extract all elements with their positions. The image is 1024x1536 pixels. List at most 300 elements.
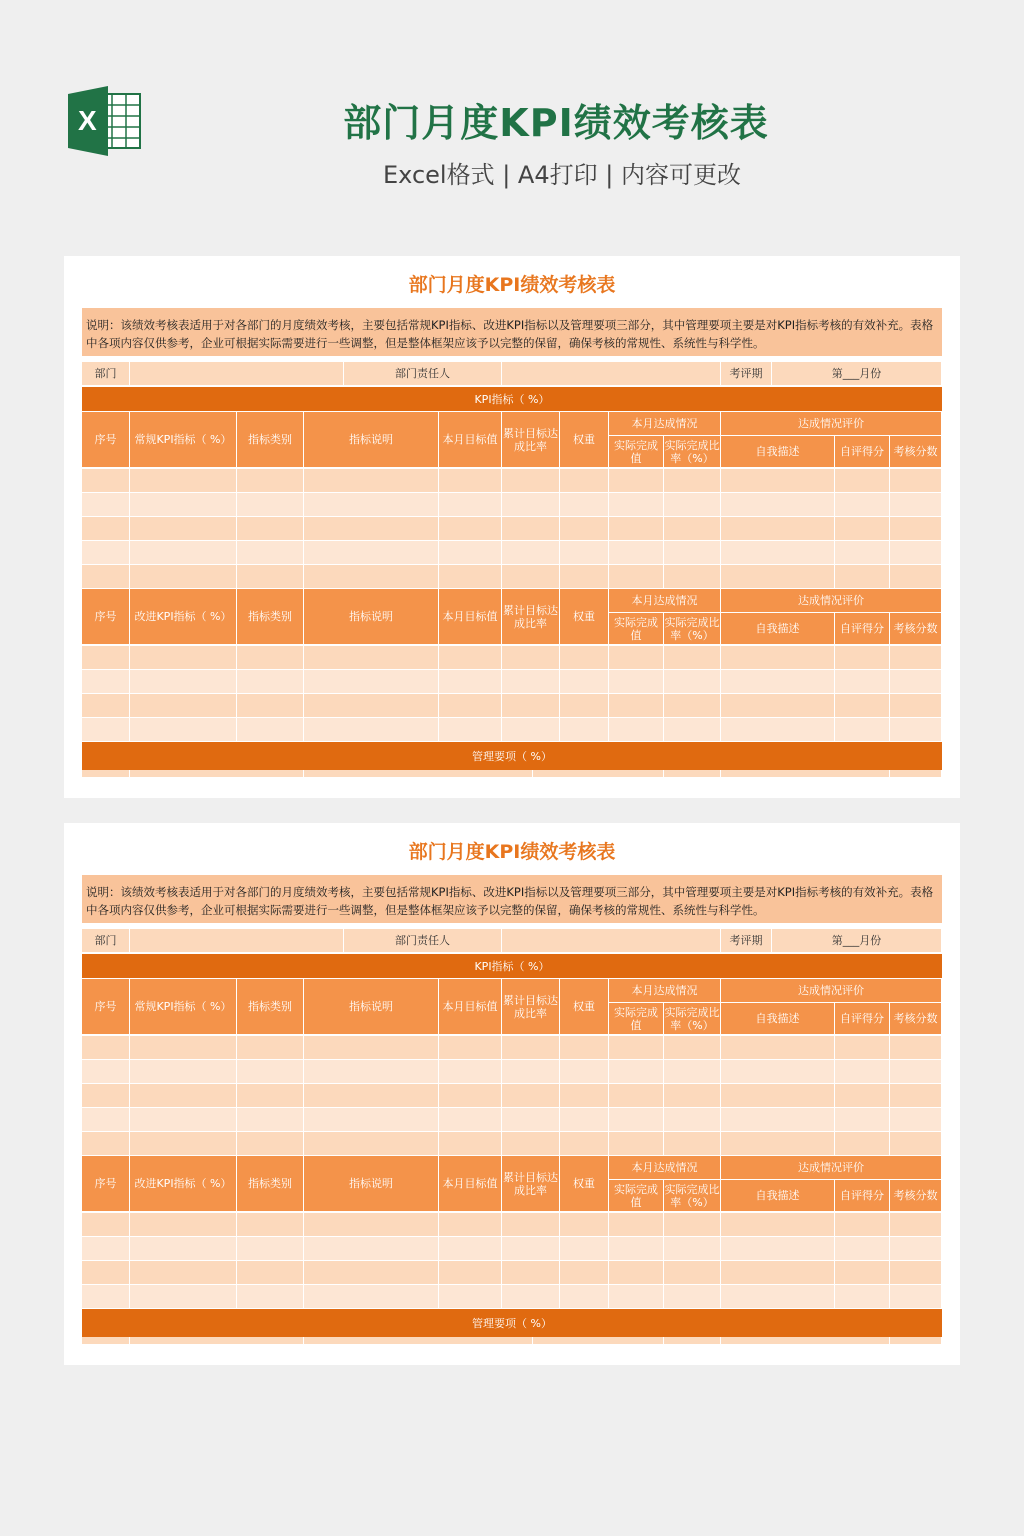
table-cell[interactable] xyxy=(130,565,237,589)
table-cell[interactable] xyxy=(890,541,942,565)
table-cell[interactable] xyxy=(130,1108,237,1132)
col-cumulative: 累计目标达成比率 xyxy=(502,589,560,645)
table-cell[interactable] xyxy=(721,1084,835,1108)
table-cell[interactable] xyxy=(502,1261,560,1285)
table-cell[interactable] xyxy=(237,1213,304,1237)
table-cell[interactable] xyxy=(502,541,560,565)
table-cell[interactable] xyxy=(609,694,664,718)
month-field: 第___月份 xyxy=(772,929,942,953)
table-cell[interactable] xyxy=(130,1084,237,1108)
table-cell[interactable] xyxy=(237,1132,304,1156)
table-cell[interactable] xyxy=(560,565,609,589)
table-cell[interactable] xyxy=(890,1261,942,1285)
table-cell[interactable] xyxy=(609,1132,664,1156)
table-cell[interactable] xyxy=(439,565,502,589)
table-cell[interactable] xyxy=(835,1036,890,1060)
table-row xyxy=(82,1132,942,1156)
table-cell[interactable] xyxy=(835,1237,890,1261)
table-cell[interactable] xyxy=(502,1036,560,1060)
table-cell[interactable] xyxy=(502,718,560,742)
table-cell[interactable] xyxy=(664,1132,721,1156)
table-cell[interactable] xyxy=(439,670,502,694)
table-cell[interactable] xyxy=(502,1237,560,1261)
table-cell[interactable] xyxy=(130,1285,237,1309)
col-seq: 序号 xyxy=(82,412,130,468)
table-cell[interactable] xyxy=(304,469,439,493)
owner-value[interactable] xyxy=(502,362,721,386)
table-cell[interactable] xyxy=(890,694,942,718)
table-cell[interactable] xyxy=(835,1213,890,1237)
table-cell[interactable] xyxy=(835,469,890,493)
sheet-title: 部门月度KPI绩效考核表 xyxy=(408,841,616,863)
mgmt-bar xyxy=(82,1309,942,1337)
col-actual-rate: 实际完成比率（%） xyxy=(664,1180,721,1212)
table-cell[interactable] xyxy=(82,1084,130,1108)
dept-label: 部门 xyxy=(82,362,130,386)
table-cell[interactable] xyxy=(835,541,890,565)
table-cell[interactable] xyxy=(560,1060,609,1084)
table-cell[interactable] xyxy=(439,718,502,742)
table-row xyxy=(82,469,942,493)
table-cell[interactable] xyxy=(560,1132,609,1156)
table-cell[interactable] xyxy=(304,646,439,670)
col-actual-value: 实际完成值 xyxy=(609,1003,664,1035)
col-cumulative: 累计目标达成比率 xyxy=(502,979,560,1035)
table-cell[interactable] xyxy=(82,718,130,742)
table-cell[interactable] xyxy=(237,1036,304,1060)
table-cell[interactable] xyxy=(237,1060,304,1084)
owner-label: 部门责任人 xyxy=(344,929,502,953)
table-cell[interactable] xyxy=(835,565,890,589)
table-cell[interactable] xyxy=(502,565,560,589)
table-cell[interactable] xyxy=(664,670,721,694)
table-header xyxy=(82,1156,942,1212)
table-cell[interactable] xyxy=(439,1213,502,1237)
table-cell[interactable] xyxy=(130,1132,237,1156)
col-self-desc: 自我描述 xyxy=(721,1180,835,1212)
table-cell[interactable] xyxy=(664,565,721,589)
table-cell[interactable] xyxy=(237,1261,304,1285)
table-cell xyxy=(890,770,942,778)
table-cell[interactable] xyxy=(560,493,609,517)
table-cell[interactable] xyxy=(439,1036,502,1060)
table-cell[interactable] xyxy=(304,493,439,517)
col-self-score: 自评得分 xyxy=(835,1180,890,1212)
col-check-score: 考核分数 xyxy=(890,1003,942,1035)
table-cell[interactable] xyxy=(560,541,609,565)
table-row xyxy=(82,541,942,565)
table-row xyxy=(82,1237,942,1261)
table-cell[interactable] xyxy=(502,670,560,694)
table-cell[interactable] xyxy=(609,541,664,565)
col-self-desc: 自我描述 xyxy=(721,436,835,468)
col-category: 指标类别 xyxy=(237,589,304,645)
table-cell[interactable] xyxy=(835,670,890,694)
table-cell[interactable] xyxy=(130,517,237,541)
table-cell[interactable] xyxy=(721,646,835,670)
table-cell[interactable] xyxy=(560,1285,609,1309)
table-cell[interactable] xyxy=(304,1261,439,1285)
table-cell[interactable] xyxy=(502,517,560,541)
table-cell[interactable] xyxy=(502,1060,560,1084)
col-check-score: 考核分数 xyxy=(890,1180,942,1212)
table-cell[interactable] xyxy=(721,541,835,565)
table-cell[interactable] xyxy=(130,694,237,718)
table-cell[interactable] xyxy=(560,517,609,541)
table-cell[interactable] xyxy=(835,1261,890,1285)
table-cell[interactable] xyxy=(890,1285,942,1309)
owner-label: 部门责任人 xyxy=(344,362,502,386)
table-cell[interactable] xyxy=(82,469,130,493)
table-cell[interactable] xyxy=(890,565,942,589)
table-cell[interactable] xyxy=(439,1237,502,1261)
table-cell[interactable] xyxy=(304,1108,439,1132)
table-cell[interactable] xyxy=(721,670,835,694)
table-cell[interactable] xyxy=(721,1036,835,1060)
col-indicator: 改进KPI指标（ %） xyxy=(130,589,237,645)
table-cell[interactable] xyxy=(237,1084,304,1108)
table-cell[interactable] xyxy=(439,1060,502,1084)
table-cell[interactable] xyxy=(130,1237,237,1261)
table-cell[interactable] xyxy=(560,1084,609,1108)
table-cell[interactable] xyxy=(890,1084,942,1108)
table-cell[interactable] xyxy=(439,1285,502,1309)
table-cell[interactable] xyxy=(439,469,502,493)
table-cell[interactable] xyxy=(609,1084,664,1108)
table-cell[interactable] xyxy=(82,493,130,517)
table-cell[interactable] xyxy=(439,541,502,565)
table-row xyxy=(82,565,942,589)
table-cell[interactable] xyxy=(304,1036,439,1060)
table-cell[interactable] xyxy=(890,517,942,541)
table-cell[interactable] xyxy=(82,1237,130,1261)
table-cell[interactable] xyxy=(237,517,304,541)
table-cell[interactable] xyxy=(721,1213,835,1237)
table-cell xyxy=(82,1337,130,1345)
table-cell[interactable] xyxy=(664,493,721,517)
table-cell[interactable] xyxy=(560,1213,609,1237)
table-cell[interactable] xyxy=(664,1108,721,1132)
table-cell[interactable] xyxy=(664,1285,721,1309)
table-cell[interactable] xyxy=(609,1261,664,1285)
table-cell[interactable] xyxy=(502,1213,560,1237)
table-cell[interactable] xyxy=(502,1084,560,1108)
table-cell[interactable] xyxy=(609,1237,664,1261)
table-cell[interactable] xyxy=(664,1237,721,1261)
table-cell[interactable] xyxy=(890,1060,942,1084)
table-cell[interactable] xyxy=(890,1213,942,1237)
table-cell[interactable] xyxy=(439,694,502,718)
table-cell[interactable] xyxy=(664,694,721,718)
table-cell[interactable] xyxy=(502,646,560,670)
table-cell[interactable] xyxy=(664,646,721,670)
table-cell[interactable] xyxy=(439,1084,502,1108)
col-actual-value: 实际完成值 xyxy=(609,436,664,468)
table-cell[interactable] xyxy=(835,493,890,517)
table-cell[interactable] xyxy=(304,1213,439,1237)
table-cell[interactable] xyxy=(721,694,835,718)
table-cell[interactable] xyxy=(304,1060,439,1084)
table-cell xyxy=(533,1337,664,1345)
dept-value[interactable] xyxy=(130,929,344,953)
table-row xyxy=(82,1060,942,1084)
table-cell[interactable] xyxy=(82,694,130,718)
table-header xyxy=(82,589,942,645)
table-cell[interactable] xyxy=(130,718,237,742)
col-indicator: 改进KPI指标（ %） xyxy=(130,1156,237,1212)
col-month-status: 本月达成情况 xyxy=(609,1156,721,1180)
table-cell[interactable] xyxy=(609,517,664,541)
table-cell[interactable] xyxy=(82,670,130,694)
page-title: 部门月度KPI绩效考核表 xyxy=(343,101,769,145)
month-field: 第___月份 xyxy=(772,362,942,386)
sheet-title: 部门月度KPI绩效考核表 xyxy=(408,274,616,296)
table-cell[interactable] xyxy=(835,646,890,670)
table-cell[interactable] xyxy=(664,1036,721,1060)
table-cell[interactable] xyxy=(835,1285,890,1309)
table-cell[interactable] xyxy=(304,1285,439,1309)
table-cell[interactable] xyxy=(237,541,304,565)
col-actual-rate: 实际完成比率（%） xyxy=(664,436,721,468)
table-row xyxy=(82,670,942,694)
table-cell[interactable] xyxy=(439,1132,502,1156)
dept-label: 部门 xyxy=(82,929,130,953)
col-weight: 权重 xyxy=(560,1156,609,1212)
table-cell[interactable] xyxy=(304,541,439,565)
table-cell[interactable] xyxy=(609,493,664,517)
dept-value[interactable] xyxy=(130,362,344,386)
table-row xyxy=(82,1036,942,1060)
col-category: 指标类别 xyxy=(237,1156,304,1212)
col-weight: 权重 xyxy=(560,589,609,645)
col-weight: 权重 xyxy=(560,979,609,1035)
table-cell[interactable] xyxy=(721,1237,835,1261)
table-cell[interactable] xyxy=(721,565,835,589)
table-cell[interactable] xyxy=(130,469,237,493)
owner-value[interactable] xyxy=(502,929,721,953)
table-cell[interactable] xyxy=(82,1132,130,1156)
table-cell[interactable] xyxy=(609,1060,664,1084)
table-cell[interactable] xyxy=(835,1108,890,1132)
table-cell[interactable] xyxy=(130,670,237,694)
table-cell[interactable] xyxy=(664,541,721,565)
period-label: 考评期 xyxy=(721,362,772,386)
table-cell[interactable] xyxy=(890,1108,942,1132)
table-cell[interactable] xyxy=(890,469,942,493)
col-actual-value: 实际完成值 xyxy=(609,613,664,645)
table-cell[interactable] xyxy=(609,1036,664,1060)
table-cell[interactable] xyxy=(560,718,609,742)
table-cell xyxy=(721,1337,890,1345)
table-cell[interactable] xyxy=(82,565,130,589)
table-cell[interactable] xyxy=(237,670,304,694)
table-cell[interactable] xyxy=(502,469,560,493)
table-cell[interactable] xyxy=(721,1285,835,1309)
table-cell[interactable] xyxy=(82,1036,130,1060)
table-cell[interactable] xyxy=(664,1213,721,1237)
table-cell[interactable] xyxy=(835,1132,890,1156)
table-cell[interactable] xyxy=(439,493,502,517)
table-cell[interactable] xyxy=(304,517,439,541)
table-cell[interactable] xyxy=(560,1108,609,1132)
table-cell[interactable] xyxy=(439,517,502,541)
table-cell[interactable] xyxy=(82,1060,130,1084)
table-cell[interactable] xyxy=(560,469,609,493)
table-cell[interactable] xyxy=(237,493,304,517)
table-row xyxy=(82,646,942,670)
info-row xyxy=(82,362,942,386)
table-cell[interactable] xyxy=(721,1132,835,1156)
table-cell[interactable] xyxy=(664,517,721,541)
col-self-score: 自评得分 xyxy=(835,1003,890,1035)
table-cell[interactable] xyxy=(304,565,439,589)
table-cell[interactable] xyxy=(130,493,237,517)
table-cell[interactable] xyxy=(82,517,130,541)
col-evaluation: 达成情况评价 xyxy=(721,412,942,436)
table-cell[interactable] xyxy=(439,1108,502,1132)
table-cell[interactable] xyxy=(304,1237,439,1261)
table-cell[interactable] xyxy=(609,670,664,694)
table-cell[interactable] xyxy=(721,1108,835,1132)
table-cell[interactable] xyxy=(664,469,721,493)
table-cell[interactable] xyxy=(560,646,609,670)
table-cell[interactable] xyxy=(439,1261,502,1285)
kpi-bar-label: KPI指标（ %） xyxy=(474,959,550,973)
table-cell[interactable] xyxy=(502,1132,560,1156)
table-cell[interactable] xyxy=(890,646,942,670)
col-self-score: 自评得分 xyxy=(835,436,890,468)
info-row xyxy=(82,929,942,953)
table-cell[interactable] xyxy=(664,1261,721,1285)
kpi-bar-label: KPI指标（ %） xyxy=(474,392,550,406)
col-seq: 序号 xyxy=(82,589,130,645)
table-cell[interactable] xyxy=(721,469,835,493)
table-cell[interactable] xyxy=(304,694,439,718)
table-cell[interactable] xyxy=(664,718,721,742)
table-cell[interactable] xyxy=(835,718,890,742)
table-cell[interactable] xyxy=(237,694,304,718)
table-row xyxy=(82,493,942,517)
table-cell[interactable] xyxy=(609,469,664,493)
table-cell[interactable] xyxy=(237,646,304,670)
kpi-bar xyxy=(82,387,942,411)
table-cell[interactable] xyxy=(560,1237,609,1261)
table-cell[interactable] xyxy=(609,1108,664,1132)
col-target: 本月目标值 xyxy=(439,979,502,1035)
col-explain: 指标说明 xyxy=(304,412,439,468)
table-cell[interactable] xyxy=(130,1213,237,1237)
table-cell[interactable] xyxy=(560,1036,609,1060)
table-cell[interactable] xyxy=(237,1108,304,1132)
table-row xyxy=(82,1108,942,1132)
svg-text:X: X xyxy=(78,105,97,136)
table-cell[interactable] xyxy=(304,1132,439,1156)
table-row xyxy=(82,1084,942,1108)
table-row xyxy=(82,517,942,541)
col-target: 本月目标值 xyxy=(439,1156,502,1212)
table-cell[interactable] xyxy=(835,694,890,718)
table-row xyxy=(82,1285,942,1309)
table-cell[interactable] xyxy=(890,1036,942,1060)
table-cell[interactable] xyxy=(82,541,130,565)
table-cell[interactable] xyxy=(890,493,942,517)
table-cell[interactable] xyxy=(721,718,835,742)
table-row xyxy=(82,694,942,718)
table-cell[interactable] xyxy=(82,646,130,670)
table-cell[interactable] xyxy=(560,670,609,694)
table-cell[interactable] xyxy=(130,1261,237,1285)
col-evaluation: 达成情况评价 xyxy=(721,979,942,1003)
table-cell[interactable] xyxy=(721,493,835,517)
table-cell[interactable] xyxy=(130,1060,237,1084)
kpi-bar xyxy=(82,954,942,978)
mgmt-bar xyxy=(82,742,942,770)
table-cell[interactable] xyxy=(609,565,664,589)
table-cell[interactable] xyxy=(721,1261,835,1285)
table-cell[interactable] xyxy=(237,1237,304,1261)
table-cell[interactable] xyxy=(835,1084,890,1108)
table-cell xyxy=(130,770,304,778)
table-cell[interactable] xyxy=(237,718,304,742)
table-cell[interactable] xyxy=(439,646,502,670)
table-cell[interactable] xyxy=(304,718,439,742)
table-cell[interactable] xyxy=(890,670,942,694)
table-cell xyxy=(721,770,890,778)
table-cell[interactable] xyxy=(130,646,237,670)
table-cell[interactable] xyxy=(130,541,237,565)
table-cell[interactable] xyxy=(560,694,609,718)
table-row-partial xyxy=(82,1337,942,1345)
table-cell[interactable] xyxy=(721,517,835,541)
table-cell[interactable] xyxy=(82,1108,130,1132)
table-cell[interactable] xyxy=(890,1132,942,1156)
table-cell[interactable] xyxy=(82,1285,130,1309)
table-cell[interactable] xyxy=(502,694,560,718)
table-cell[interactable] xyxy=(835,517,890,541)
col-explain: 指标说明 xyxy=(304,589,439,645)
mgmt-bar-label: 管理要项（ %） xyxy=(472,749,552,763)
col-weight: 权重 xyxy=(560,412,609,468)
table-cell[interactable] xyxy=(609,646,664,670)
table-cell[interactable] xyxy=(82,1261,130,1285)
table-cell[interactable] xyxy=(304,1084,439,1108)
table-cell[interactable] xyxy=(560,1261,609,1285)
table-cell[interactable] xyxy=(664,1060,721,1084)
table-cell[interactable] xyxy=(609,1285,664,1309)
table-cell[interactable] xyxy=(721,1060,835,1084)
table-cell[interactable] xyxy=(502,1285,560,1309)
table-cell[interactable] xyxy=(664,1084,721,1108)
table-cell[interactable] xyxy=(130,1036,237,1060)
col-seq: 序号 xyxy=(82,1156,130,1212)
table-cell[interactable] xyxy=(237,1285,304,1309)
table-cell[interactable] xyxy=(835,1060,890,1084)
table-cell[interactable] xyxy=(82,1213,130,1237)
table-cell[interactable] xyxy=(237,469,304,493)
table-cell[interactable] xyxy=(890,1237,942,1261)
table-cell[interactable] xyxy=(304,670,439,694)
table-cell[interactable] xyxy=(237,565,304,589)
description-text: 说明：该绩效考核表适用于对各部门的月度绩效考核，主要包括常规KPI指标、改进KPI指标以及管理要项三部分，其中管理要项主要是对KPI指标考核的有效补充。表格中各项内容仅供参考，企业可根据实际需要进行一些调整，但是整体框架应该予以完整的保留，确保考核的常规性、系统性与科学性。 xyxy=(82,308,942,356)
table-cell[interactable] xyxy=(502,493,560,517)
table-cell[interactable] xyxy=(502,1108,560,1132)
col-evaluation: 达成情况评价 xyxy=(721,589,942,613)
col-check-score: 考核分数 xyxy=(890,436,942,468)
table-cell[interactable] xyxy=(609,718,664,742)
col-seq: 序号 xyxy=(82,979,130,1035)
table-cell[interactable] xyxy=(609,1213,664,1237)
table-cell[interactable] xyxy=(890,718,942,742)
